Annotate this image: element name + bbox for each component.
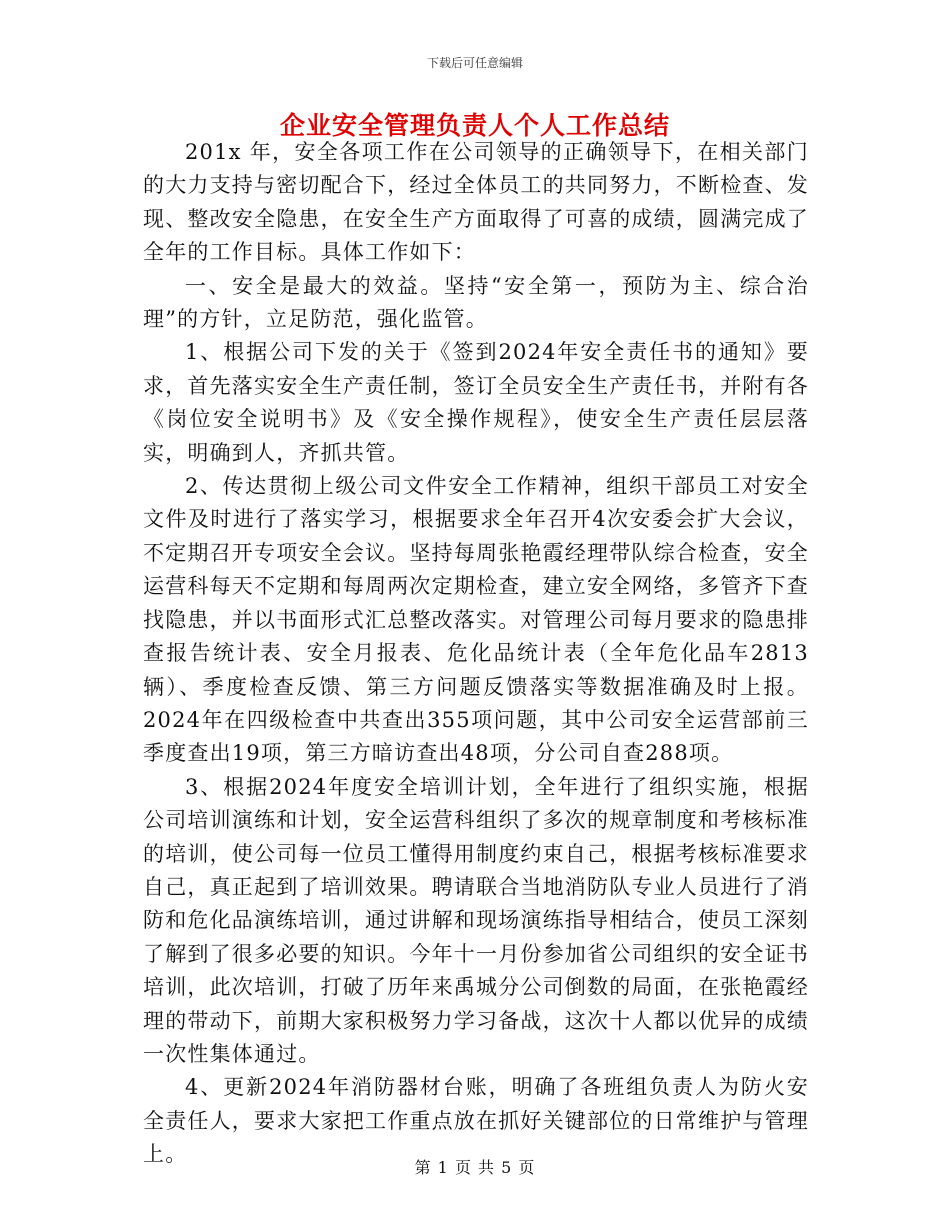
document-body — [143, 136, 809, 1167]
paragraph-item-3: 3、根据2024年度安全培训计划，全年进行了组织实施，根据公司培训演练和计划，安全运营科组织了多次的规章制度和考核标准的培训，使公司每一位员工懂得用制度约束自己，根据考核标准要求自己，真正起到了培训效果。聘请联合当地消防队专业人员进行了消防和危化品演练培训，通过讲解和现场演练指导相结合，使员工深刻了解到了很多必要的知识。今年十一月份参加省公司组织的安全证书培训，此次培训，打破了历年来禹城分公司倒数的局面，在张艳霞经理的带动下，前期大家积极努力学习备战，这次十人都以优异的成绩一次性集体通过。 — [143, 774, 809, 1066]
paragraph-intro: 201x 年，安全各项工作在公司领导的正确领导下，在相关部门的大力支持与密切配合下，经过全体员工的共同努力，不断检查、发现、整改安全隐患，在安全生产方面取得了可喜的成绩，圆满完成了全年的工作目标。具体工作如下： — [143, 140, 809, 265]
paragraph-item-1: 1、根据公司下发的关于《签到2024年安全责任书的通知》要求，首先落实安全生产责任制，签订全员安全生产责任书，并附有各《岗位安全说明书》及《安全操作规程》，使安全生产责任层层落实，明确到人，齐抓共管。 — [143, 340, 809, 465]
paragraph-item-2: 2、传达贯彻上级公司文件安全工作精神，组织干部员工对安全文件及时进行了落实学习，根据要求全年召开4次安委会扩大会议，不定期召开专项安全会议。坚持每周张艳霞经理带队综合检查，安全运营科每天不定期和每周两次定期检查，建立安全网络，多管齐下查找隐患，并以书面形式汇总整改落实。对管理公司每月要求的隐患排查报告统计表、安全月报表、危化品统计表（全年危化品车2813辆）、季度检查反馈、第三方问题反馈落实等数据准确及时上报。2024年在四级检查中共查出355项问题，其中公司安全运营部前三季度查出19项，第三方暗访查出48项，分公司自查288项。 — [143, 474, 809, 766]
document-title: 企业安全管理负责人个人工作总结 — [279, 111, 670, 140]
page-footer: 第 1 页 共 5 页 — [414, 1158, 536, 1177]
header-note: 下载后可任意编辑 — [426, 56, 523, 70]
paragraph-item-4: 4、更新2024年消防器材台账，明确了各班组负责人为防火安全责任人，要求大家把工作重点放在抓好关键部位的日常维护与管理上。 — [143, 1075, 809, 1167]
paragraph-section-1: 一、安全是最大的效益。坚持“安全第一，预防为主、综合治理”的方针，立足防范，强化监管。 — [143, 273, 809, 332]
